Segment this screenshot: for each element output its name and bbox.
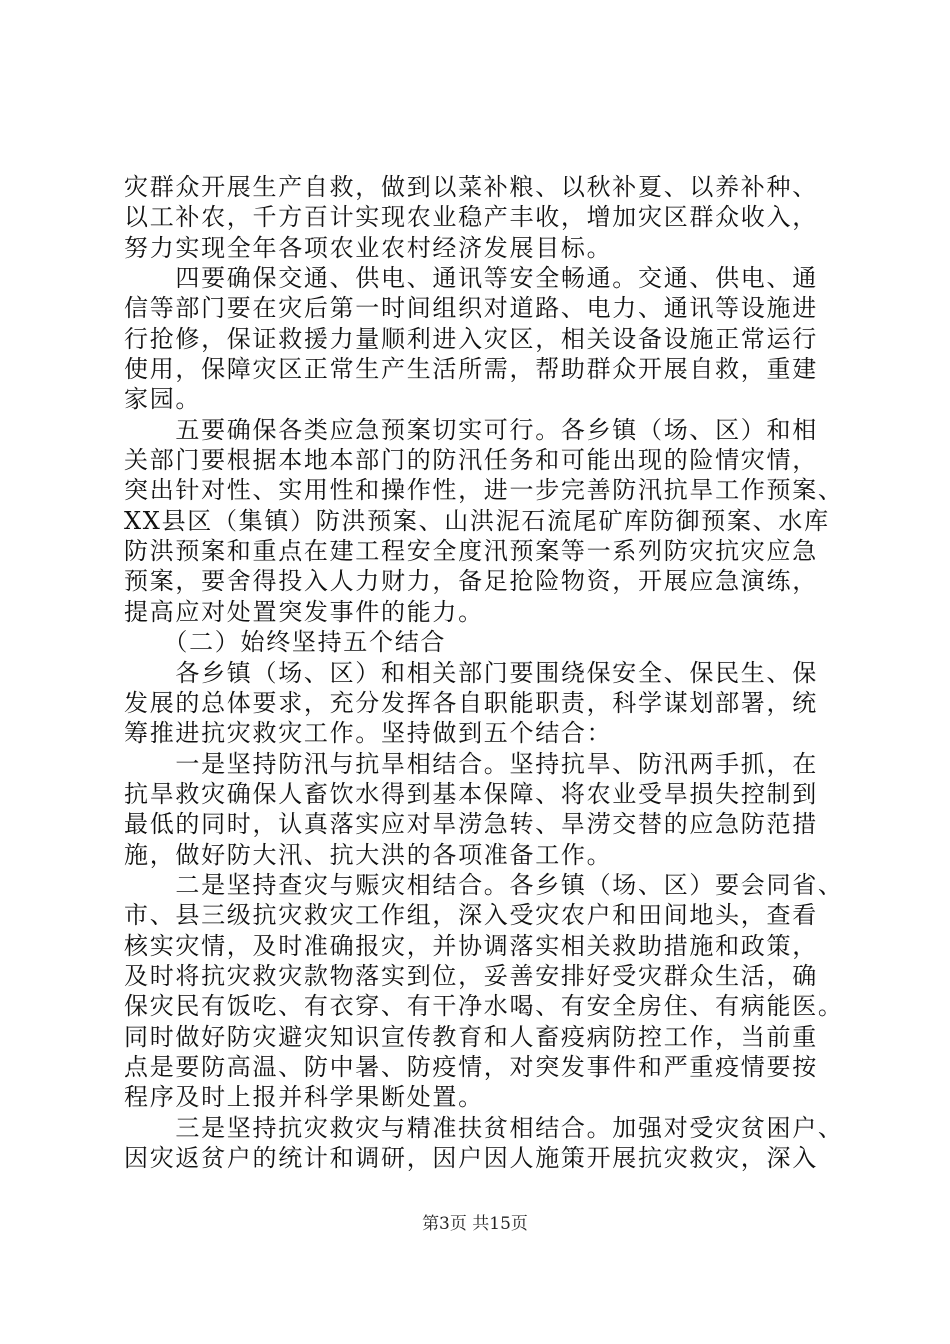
text-line: 抗旱救灾确保人畜饮水得到基本保障、将农业受旱损失控制到 xyxy=(124,779,818,808)
text-line: 以工补农，千方百计实现农业稳产丰收，增加灾区群众收入， xyxy=(124,203,818,232)
text-line: 最低的同时，认真落实应对旱涝急转、旱涝交替的应急防范措 xyxy=(124,810,818,839)
text-line: 努力实现全年各项农业农村经济发展目标。 xyxy=(124,233,613,262)
body-text xyxy=(124,172,844,1173)
text-line: 及时将抗灾救灾款物落实到位，妥善安排好受灾群众生活，确 xyxy=(124,961,818,990)
page-footer: 第3页 共15页 xyxy=(422,1214,528,1234)
text-line: 一是坚持防汛与抗旱相结合。坚持抗旱、防汛两手抓，在 xyxy=(124,749,818,778)
text-line: 关部门要根据本地本部门的防汛任务和可能出现的险情灾情， xyxy=(124,446,818,475)
text-line: 行抢修，保证救援力量顺利进入灾区，相关设备设施正常运行 xyxy=(124,324,818,353)
text-line: 点是要防高温、防中暑、防疫情，对突发事件和严重疫情要按 xyxy=(124,1052,818,1081)
text-line: 灾群众开展生产自救，做到以菜补粮、以秋补夏、以养补种、 xyxy=(124,173,818,201)
text-line: 信等部门要在灾后第一时间组织对道路、电力、通讯等设施进 xyxy=(124,294,818,323)
text-line: 五要确保各类应急预案切实可行。各乡镇（场、区）和相 xyxy=(124,415,818,444)
text-line: 发展的总体要求，充分发挥各自职能职责，科学谋划部署，统 xyxy=(124,688,818,717)
text-line: 二是坚持查灾与赈灾相结合。各乡镇（场、区）要会同省、 xyxy=(124,870,844,899)
text-line: 施，做好防大汛、抗大洪的各项准备工作。 xyxy=(124,840,613,869)
text-line: 同时做好防灾避灾知识宣传教育和人畜疫病防控工作，当前重 xyxy=(124,1022,818,1051)
text-line: 四要确保交通、供电、通讯等安全畅通。交通、供电、通 xyxy=(124,264,818,293)
text-line: 使用，保障灾区正常生产生活所需，帮助群众开展自救，重建 xyxy=(124,355,818,384)
text-line: 核实灾情，及时准确报灾，并协调落实相关救助措施和政策， xyxy=(124,931,818,960)
text-line: 防洪预案和重点在建工程安全度汛预案等一系列防灾抗灾应急 xyxy=(124,537,818,566)
text-line: 突出针对性、实用性和操作性，进一步完善防汛抗旱工作预案、 xyxy=(124,476,844,505)
text-line: 程序及时上报并科学果断处置。 xyxy=(124,1083,484,1112)
text-line: 市、县三级抗灾救灾工作组，深入受灾农户和田间地头，查看 xyxy=(124,901,818,930)
text-line: 提高应对处置突发事件的能力。 xyxy=(124,597,484,626)
text-line: 筹推进抗灾救灾工作。坚持做到五个结合： xyxy=(124,719,613,748)
text-line: （二）始终坚持五个结合 xyxy=(124,628,447,657)
text-line: 各乡镇（场、区）和相关部门要围绕保安全、保民生、保 xyxy=(124,658,818,687)
text-line: 预案，要舍得投入人力财力，备足抢险物资，开展应急演练， xyxy=(124,567,818,596)
text-line: 家园。 xyxy=(124,385,202,414)
text-line: 因灾返贫户的统计和调研，因户因人施策开展抗灾救灾，深入 xyxy=(124,1144,818,1172)
text-line: 三是坚持抗灾救灾与精准扶贫相结合。加强对受灾贫困户、 xyxy=(124,1113,844,1142)
text-line: XX县区（集镇）防洪预案、山洪泥石流尾矿库防御预案、水库 xyxy=(124,506,830,535)
text-line: 保灾民有饭吃、有衣穿、有干净水喝、有安全房住、有病能医。 xyxy=(124,992,844,1021)
